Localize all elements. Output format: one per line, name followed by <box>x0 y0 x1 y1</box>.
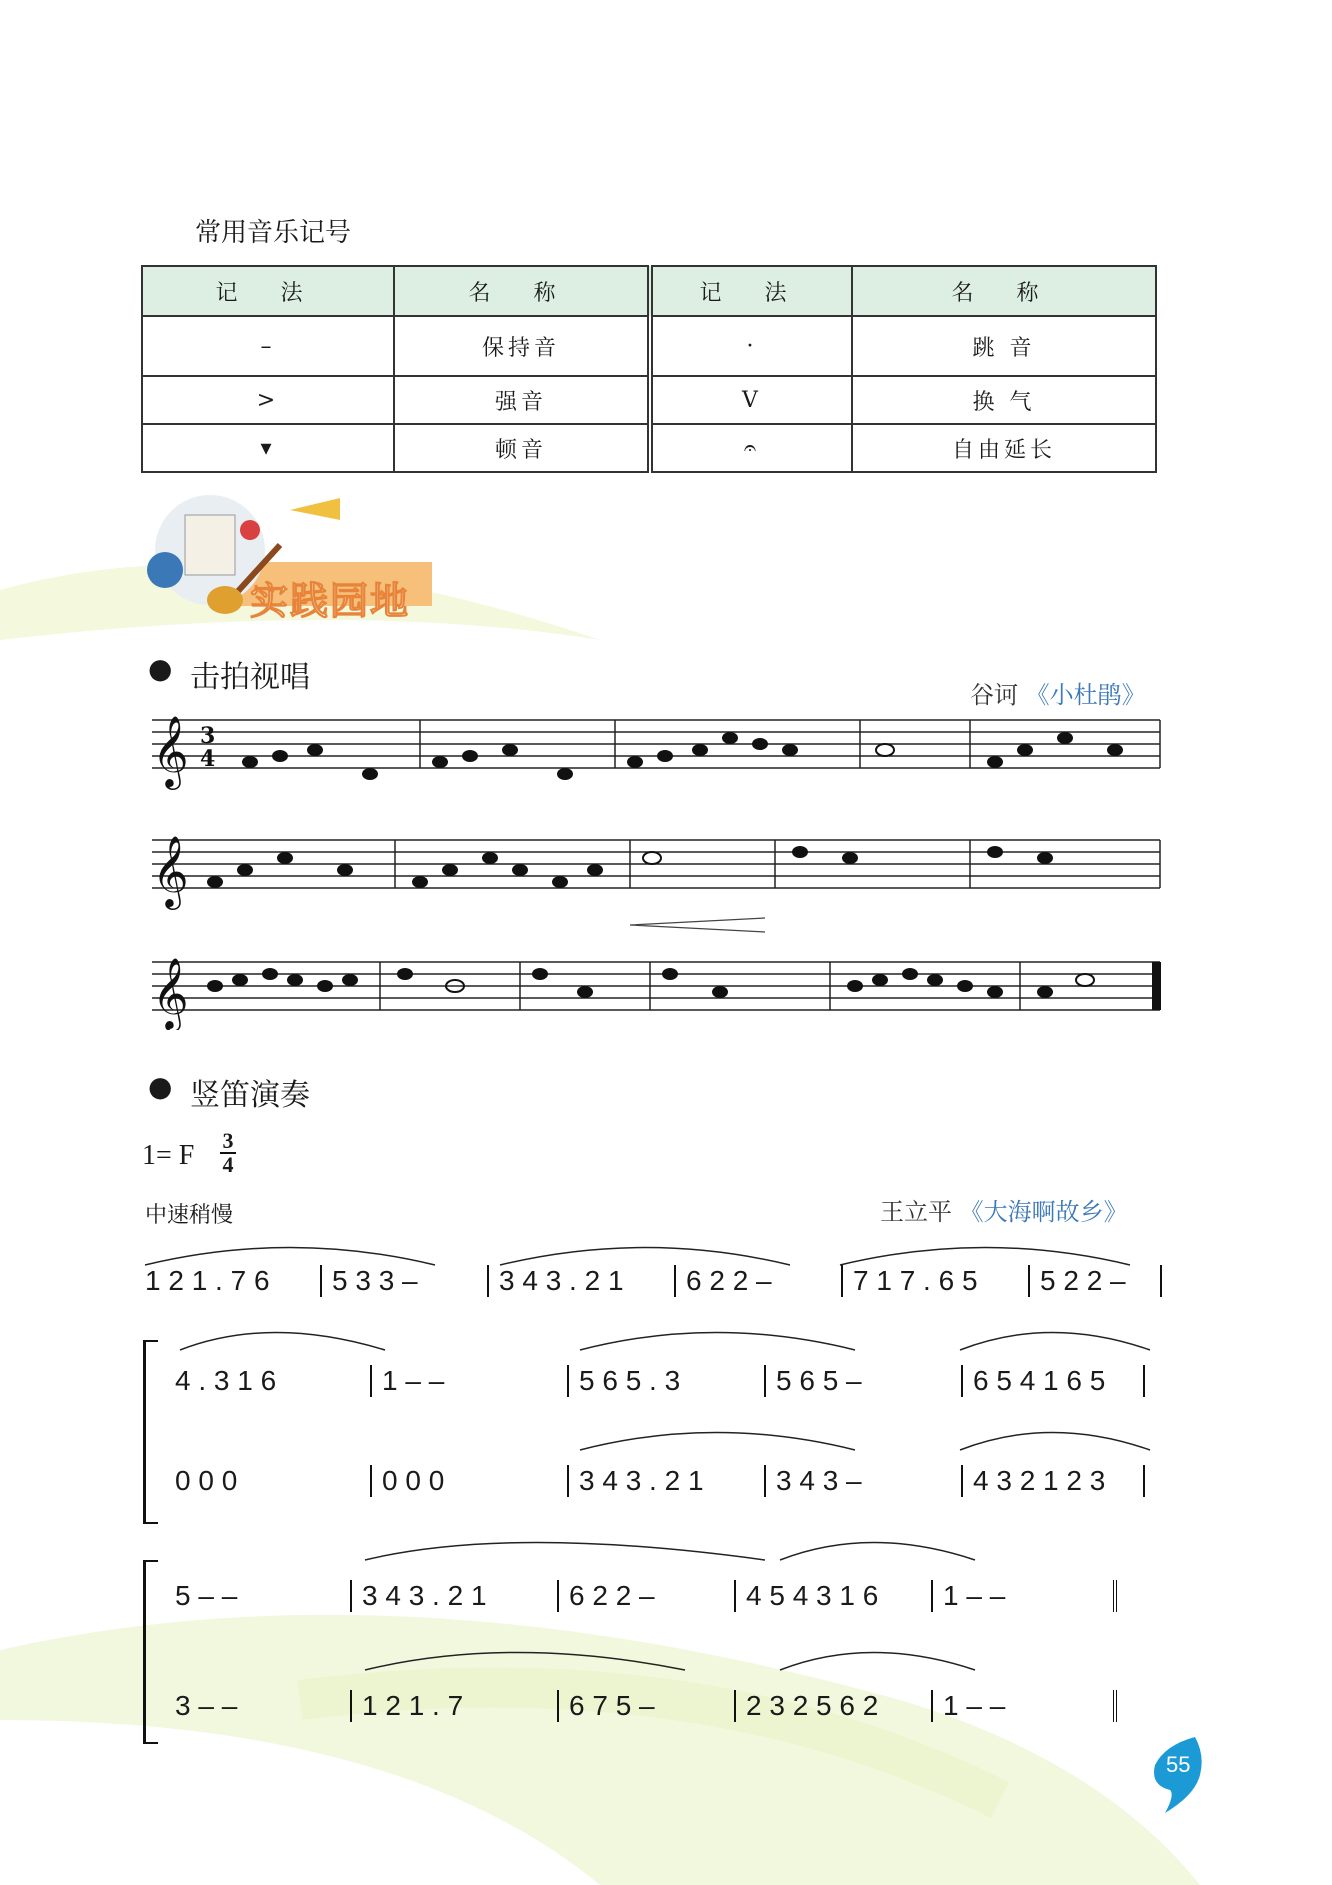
jianpu-measure: 1 2 1 . 7 6 <box>145 1265 270 1296</box>
jianpu-measure: 5 6 5 – <box>776 1365 862 1396</box>
jianpu-measure: 6 7 5 – <box>569 1690 655 1721</box>
time-signature-top: 3 <box>200 723 216 749</box>
time-signature <box>220 1130 236 1176</box>
time-signature-bottom: 4 <box>200 746 216 772</box>
jianpu-measure: 3 4 3 – <box>776 1465 862 1496</box>
composer: 谷诃 <box>970 681 1018 709</box>
jianpu-measure: 1 – – <box>943 1580 1006 1611</box>
table-row <box>142 376 1156 424</box>
jianpu-measure: 1 2 1 . 7 <box>362 1690 464 1721</box>
jianpu-measure: 0 0 0 <box>382 1465 445 1496</box>
jianpu-measure: 4 . 3 1 6 <box>175 1365 277 1396</box>
jianpu-measure: 4 3 2 1 2 3 <box>973 1465 1106 1496</box>
name-cell: 自由延长 <box>852 424 1156 472</box>
jianpu-measure: 2 3 2 5 6 2 <box>746 1690 879 1721</box>
bullet-icon: ● <box>148 652 173 685</box>
symbol-cell: 𝄐 <box>650 424 852 472</box>
song-credit <box>880 1192 1128 1227</box>
jianpu-measure: 5 – – <box>175 1580 238 1611</box>
table-header: 记 法 <box>142 266 394 316</box>
time-signature-bottom: 4 <box>222 1152 234 1177</box>
svg-text:𝄞: 𝄞 <box>152 834 189 907</box>
name-cell: 保持音 <box>394 316 650 376</box>
symbol-cell: ▾ <box>142 424 394 472</box>
key-signature: 1= F <box>142 1140 195 1171</box>
jianpu-measure: 3 – – <box>175 1690 238 1721</box>
jianpu-measure: 4 5 4 3 1 6 <box>746 1580 879 1611</box>
slur-arcs <box>140 1235 1180 1715</box>
table-header: 记 法 <box>650 266 852 316</box>
table-header: 名 称 <box>394 266 650 316</box>
section-title: 击拍视唱 <box>190 660 310 695</box>
jianpu-measure: 5 6 5 . 3 <box>579 1365 681 1396</box>
table-row <box>142 316 1156 376</box>
jianpu-measure: 1 – – <box>382 1365 445 1396</box>
name-cell: 强音 <box>394 376 650 424</box>
tempo-marking: 中速稍慢 <box>145 1203 234 1228</box>
staff-notation <box>140 700 1170 1030</box>
jianpu-measure: 7 1 7 . 6 5 <box>853 1265 978 1296</box>
jianpu-measure: 0 0 0 <box>175 1465 238 1496</box>
symbol-cell: > <box>142 376 394 424</box>
song-title: 《大海啊故乡》 <box>959 1198 1128 1226</box>
song-title: 《小杜鹃》 <box>1025 681 1146 709</box>
table-header: 名 称 <box>852 266 1156 316</box>
name-cell: 顿音 <box>394 424 650 472</box>
jianpu-measure: 3 4 3 . 2 1 <box>362 1580 487 1611</box>
jianpu-measure: 5 2 2 – <box>1040 1265 1126 1296</box>
table-caption: 常用音乐记号 <box>195 218 352 248</box>
jianpu-measure: 3 4 3 . 2 1 <box>579 1465 704 1496</box>
symbol-cell: · <box>650 316 852 376</box>
composer: 王立平 <box>880 1198 952 1226</box>
symbol-cell: – <box>142 316 394 376</box>
jianpu-measure: 6 5 4 1 6 5 <box>973 1365 1106 1396</box>
table-row <box>142 424 1156 472</box>
symbols-table <box>141 265 1157 473</box>
bullet-icon: ● <box>148 1070 173 1103</box>
time-signature-top: 3 <box>222 1128 234 1153</box>
name-cell: 换 气 <box>852 376 1156 424</box>
svg-text:𝄞: 𝄞 <box>152 714 189 787</box>
jianpu-measure: 6 2 2 – <box>569 1580 655 1611</box>
jianpu-measure: 6 2 2 – <box>686 1265 772 1296</box>
jianpu-measure: 5 3 3 – <box>332 1265 418 1296</box>
name-cell: 跳 音 <box>852 316 1156 376</box>
svg-text:𝄞: 𝄞 <box>152 956 189 1029</box>
symbol-cell: V <box>650 376 852 424</box>
jianpu-measure: 1 – – <box>943 1690 1006 1721</box>
page-number: 55 <box>1166 1752 1191 1777</box>
banner-label: 实践园地 <box>250 579 411 623</box>
section-title: 竖笛演奏 <box>190 1078 310 1113</box>
jianpu-measure: 3 4 3 . 2 1 <box>499 1265 624 1296</box>
